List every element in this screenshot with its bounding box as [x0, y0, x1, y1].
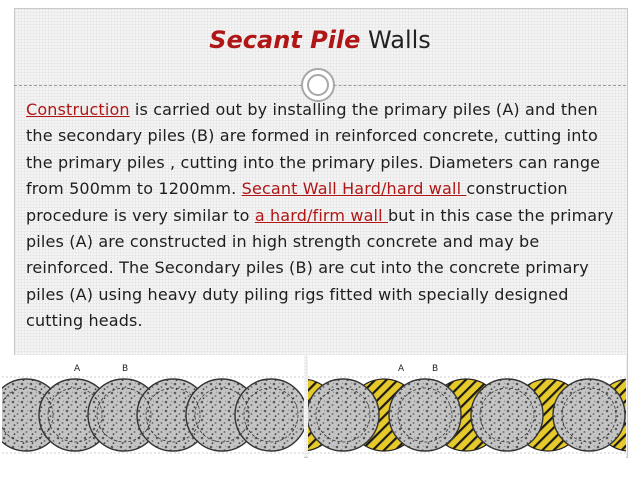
secant-pile-figure-left	[2, 355, 304, 463]
pile-diagram-left	[2, 355, 304, 463]
label-b-right: B	[432, 364, 439, 374]
pile-row-left	[2, 379, 304, 451]
link-secant-wall[interactable]: Secant Wall Hard/hard wall	[241, 179, 467, 199]
pile-diagram-right	[308, 355, 626, 463]
title-rest: Walls	[360, 26, 431, 54]
link-construction[interactable]: Construction	[26, 100, 130, 119]
paragraph-text-3: but in this case the primary piles (A) are constructed in high strength concrete and may be reinforced. The Secondary piles (B) are cut into the concrete primary piles (A) using heavy duty piling rigs fitted with specially designed cutting heads.	[26, 205, 614, 331]
secant-pile-figure-right	[308, 355, 626, 463]
link-hard-firm-wall[interactable]: a hard/firm wall	[254, 205, 388, 225]
title-accent: Secant Pile	[209, 26, 361, 54]
paragraph-text-1: is carried out by installing the primary piles (A) and then the secondary piles (B) are formed in reinforced concrete, cutting into the primary piles , cutting into the primary piles. Diameters can range from 500mm to 1200mm.	[26, 100, 601, 199]
label-a-right: A	[398, 364, 405, 374]
label-b-left: B	[122, 364, 129, 374]
label-a-left: A	[74, 364, 81, 374]
paragraph-text-2: construction procedure is very similar to	[26, 179, 568, 225]
body-paragraph	[26, 97, 618, 335]
slide-title	[14, 26, 626, 54]
